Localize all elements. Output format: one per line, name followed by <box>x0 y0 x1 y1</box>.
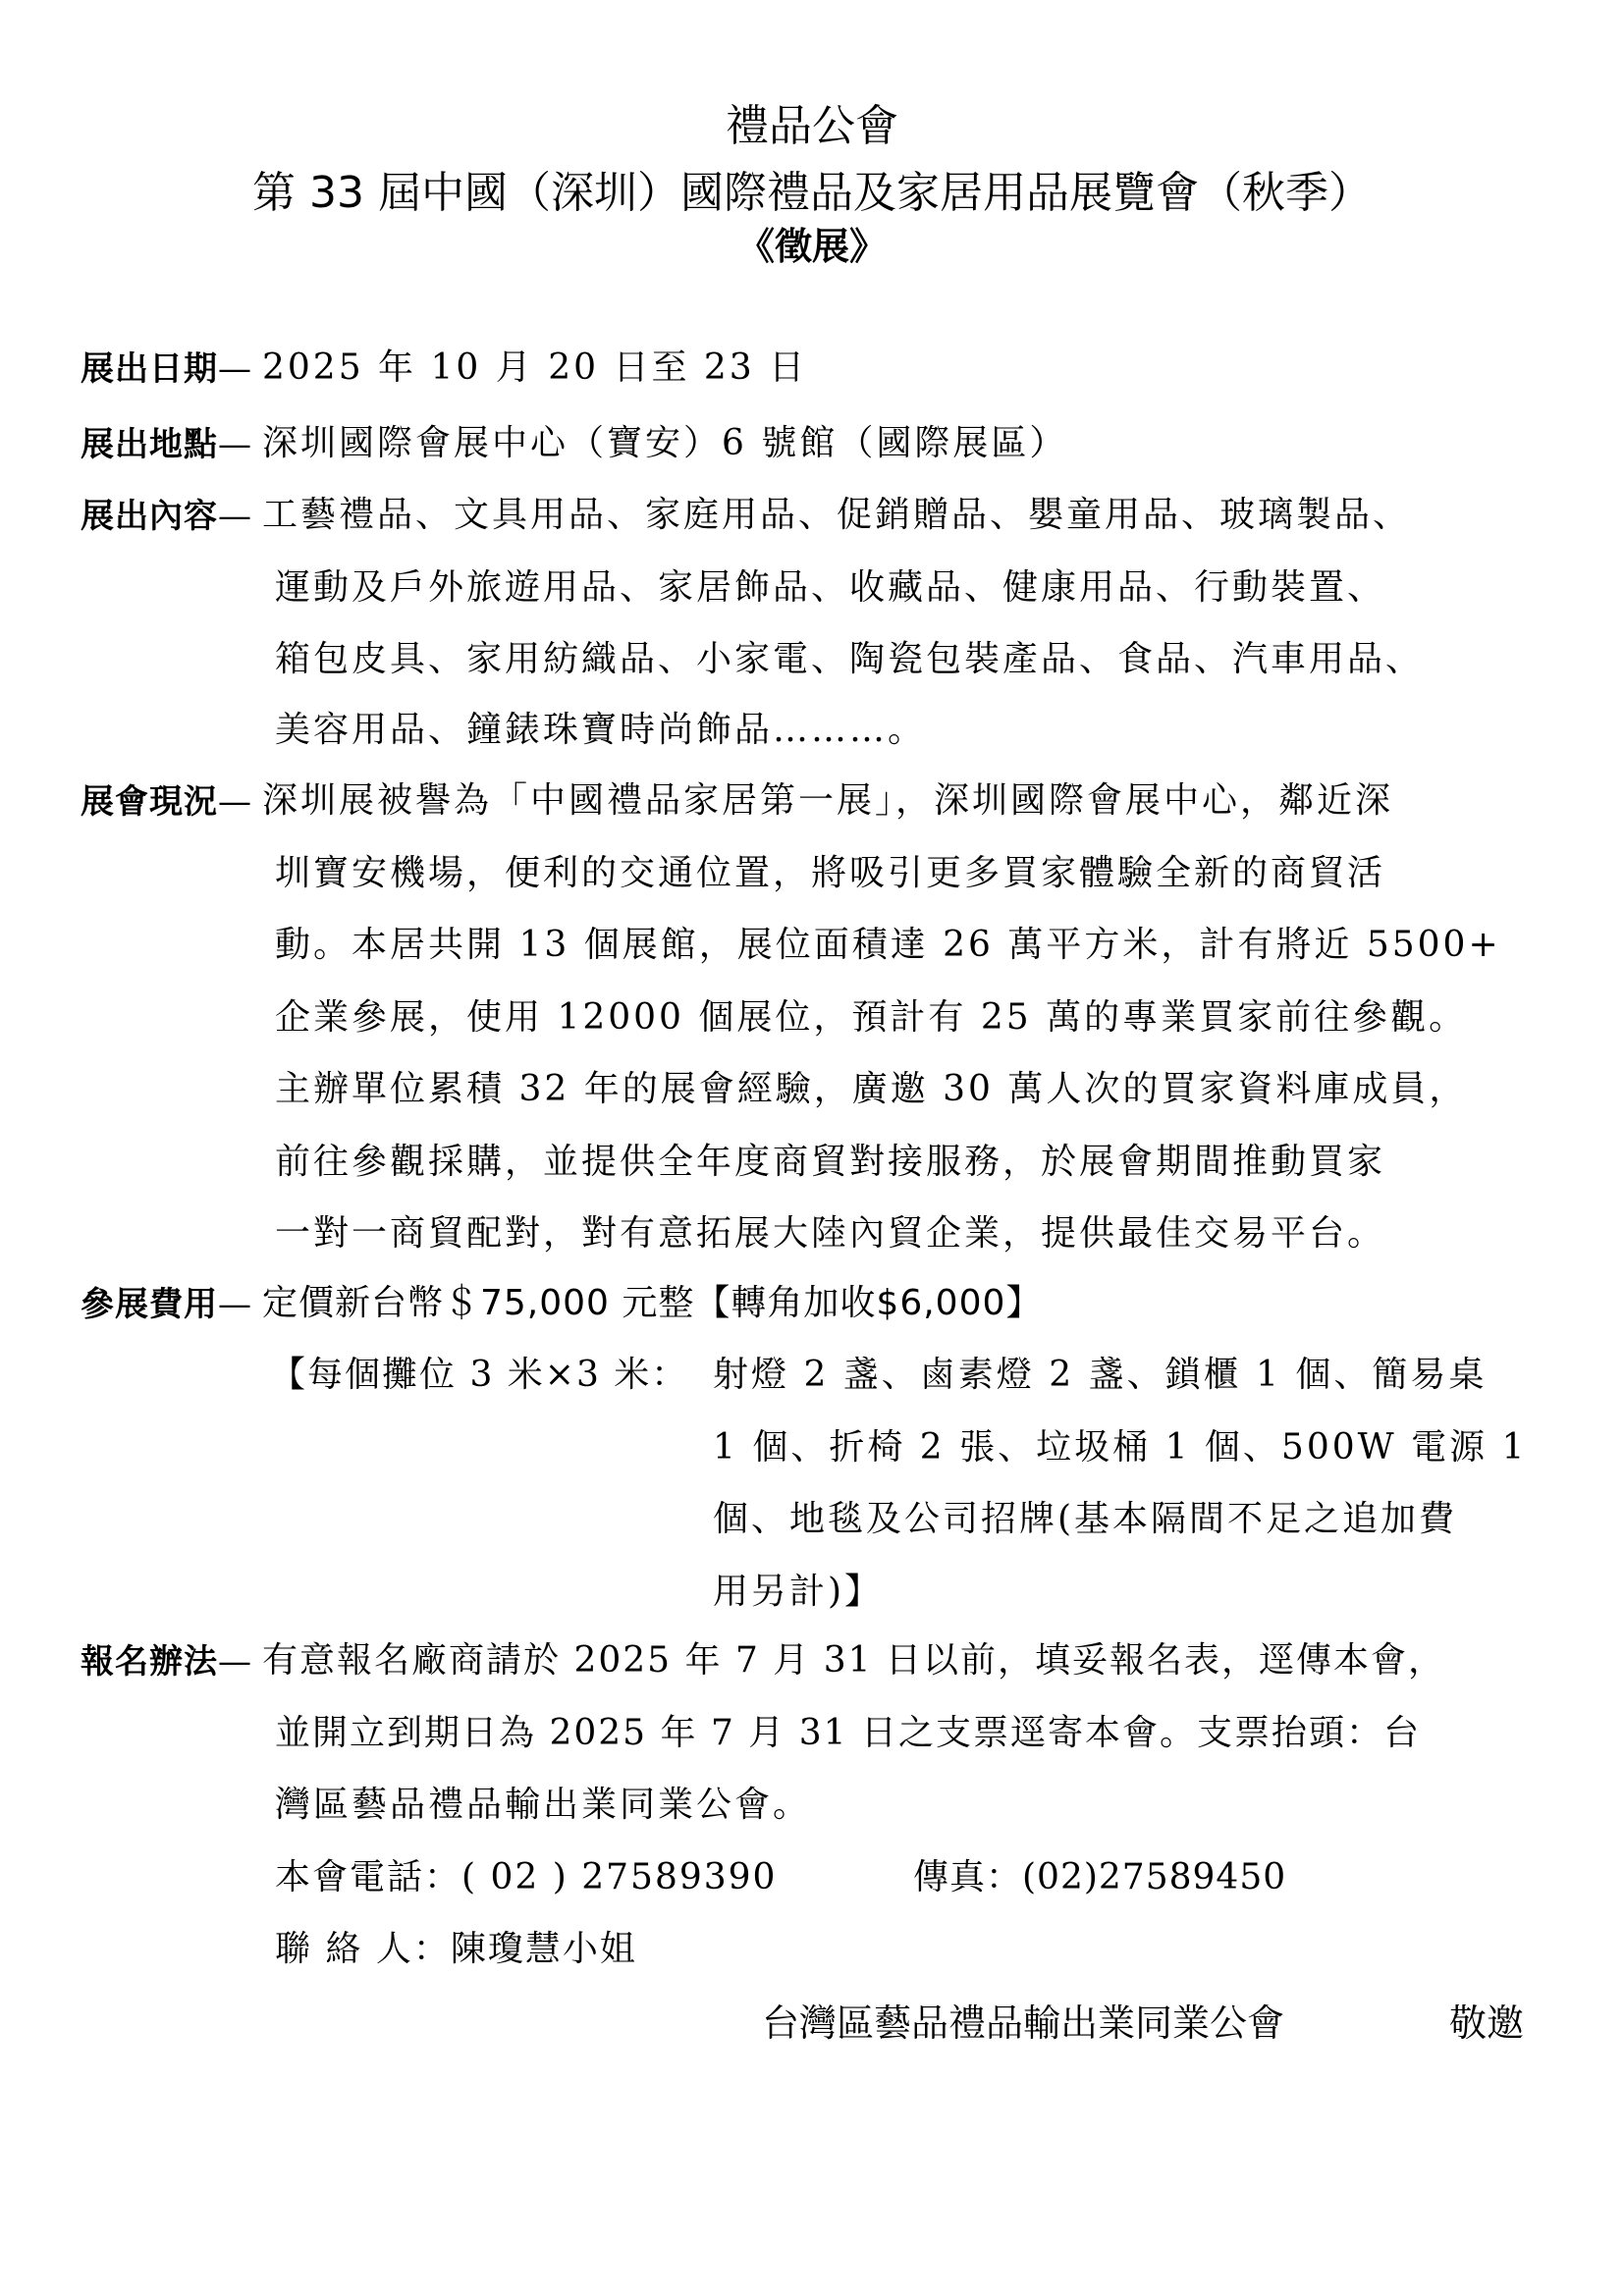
exhibition-venue: 深圳國際會展中心（寶安）6 號館（國際展區） <box>262 423 1068 463</box>
status-line: 動。本居共開 13 個展館，展位面積達 26 萬平方米，計有將近 5500+ <box>275 925 1501 965</box>
label-text: 展出日期 <box>81 349 218 389</box>
booth-spec-line: 個、地毯及公司招牌(基本隔間不足之追加費 <box>713 1499 1458 1539</box>
register-line: 有意報名廠商請於 2025 年 7 月 31 日以前，填妥報名表，逕傳本會， <box>262 1640 1445 1681</box>
label-dash: — <box>218 1642 252 1682</box>
section-label-date <box>81 342 252 390</box>
content-line: 工藝禮品、文具用品、家庭用品、促銷贈品、嬰童用品、玻璃製品、 <box>262 495 1412 535</box>
section-label-status <box>81 774 252 823</box>
fax-number: 傳真：(02)27589450 <box>913 1857 1287 1897</box>
label-text: 展出內容 <box>81 497 218 536</box>
contact-person: 聯 絡 人：陳瓊慧小姐 <box>275 1929 637 1969</box>
status-line: 深圳展被譽為「中國禮品家居第一展」，深圳國際會展中心，鄰近深 <box>262 780 1394 821</box>
label-dash: — <box>218 349 252 389</box>
section-label-content <box>81 489 252 537</box>
booth-spec-line: 用另計)】 <box>713 1572 884 1612</box>
status-line: 一對一商貿配對，對有意拓展大陸內貿企業，提供最佳交易平台。 <box>275 1213 1386 1254</box>
booth-spec-line: 1 個、折椅 2 張、垃圾桶 1 個、500W 電源 1 <box>713 1427 1528 1468</box>
signature-closing: 敬邀 <box>1449 2002 1525 2045</box>
content-line: 箱包皮具、家用紡織品、小家電、陶瓷包裝產品、食品、汽車用品、 <box>275 639 1425 679</box>
status-line: 圳寶安機場，便利的交通位置，將吸引更多買家體驗全新的商貿活 <box>275 853 1386 893</box>
label-text: 報名辦法 <box>81 1642 218 1682</box>
status-line: 企業參展，使用 12000 個展位，預計有 25 萬的專業買家前往參觀。 <box>275 997 1468 1038</box>
booth-spec-prefix: 【每個攤位 3 米×3 米： <box>270 1355 689 1395</box>
status-line: 主辦單位累積 32 年的展會經驗，廣邀 30 萬人次的買家資料庫成員， <box>275 1069 1468 1109</box>
booth-spec-line: 射燈 2 盞、鹵素燈 2 盞、鎖櫃 1 個、簡易桌 <box>713 1355 1488 1395</box>
document-subtitle: 《徵展》 <box>736 225 887 268</box>
event-title: 第 33 屆中國（深圳）國際禮品及家居用品展覽會（秋季） <box>252 168 1372 218</box>
label-dash: — <box>218 782 252 822</box>
exhibition-date: 2025 年 10 月 20 日至 23 日 <box>262 347 808 388</box>
label-dash: — <box>218 497 252 536</box>
signature-organization: 台灣區藝品禮品輸出業同業公會 <box>762 2002 1285 2045</box>
content-line: 運動及戶外旅遊用品、家居飾品、收藏品、健康用品、行動裝置、 <box>275 567 1386 608</box>
register-line: 灣區藝品禮品輸出業同業公會。 <box>275 1785 812 1825</box>
organization-title: 禮品公會 <box>726 101 898 151</box>
register-line: 並開立到期日為 2025 年 7 月 31 日之支票逕寄本會。支票抬頭：台 <box>275 1713 1421 1753</box>
phone-number: 本會電話：( 02 ) 27589390 <box>275 1857 778 1897</box>
label-dash: — <box>218 1285 252 1324</box>
fee-price: 定價新台幣＄75,000 元整【轉角加收$6,000】 <box>262 1283 1043 1323</box>
label-text: 展出地點 <box>81 425 218 464</box>
content-line: 美容用品、鐘錶珠寶時尚飾品………。 <box>275 710 927 750</box>
label-text: 參展費用 <box>81 1285 218 1324</box>
section-label-venue <box>81 417 252 465</box>
section-label-fee <box>81 1277 252 1325</box>
label-text: 展會現況 <box>81 782 218 822</box>
label-dash: — <box>218 425 252 464</box>
status-line: 前往參觀採購，並提供全年度商貿對接服務，於展會期間推動買家 <box>275 1142 1386 1182</box>
section-label-register <box>81 1634 252 1682</box>
